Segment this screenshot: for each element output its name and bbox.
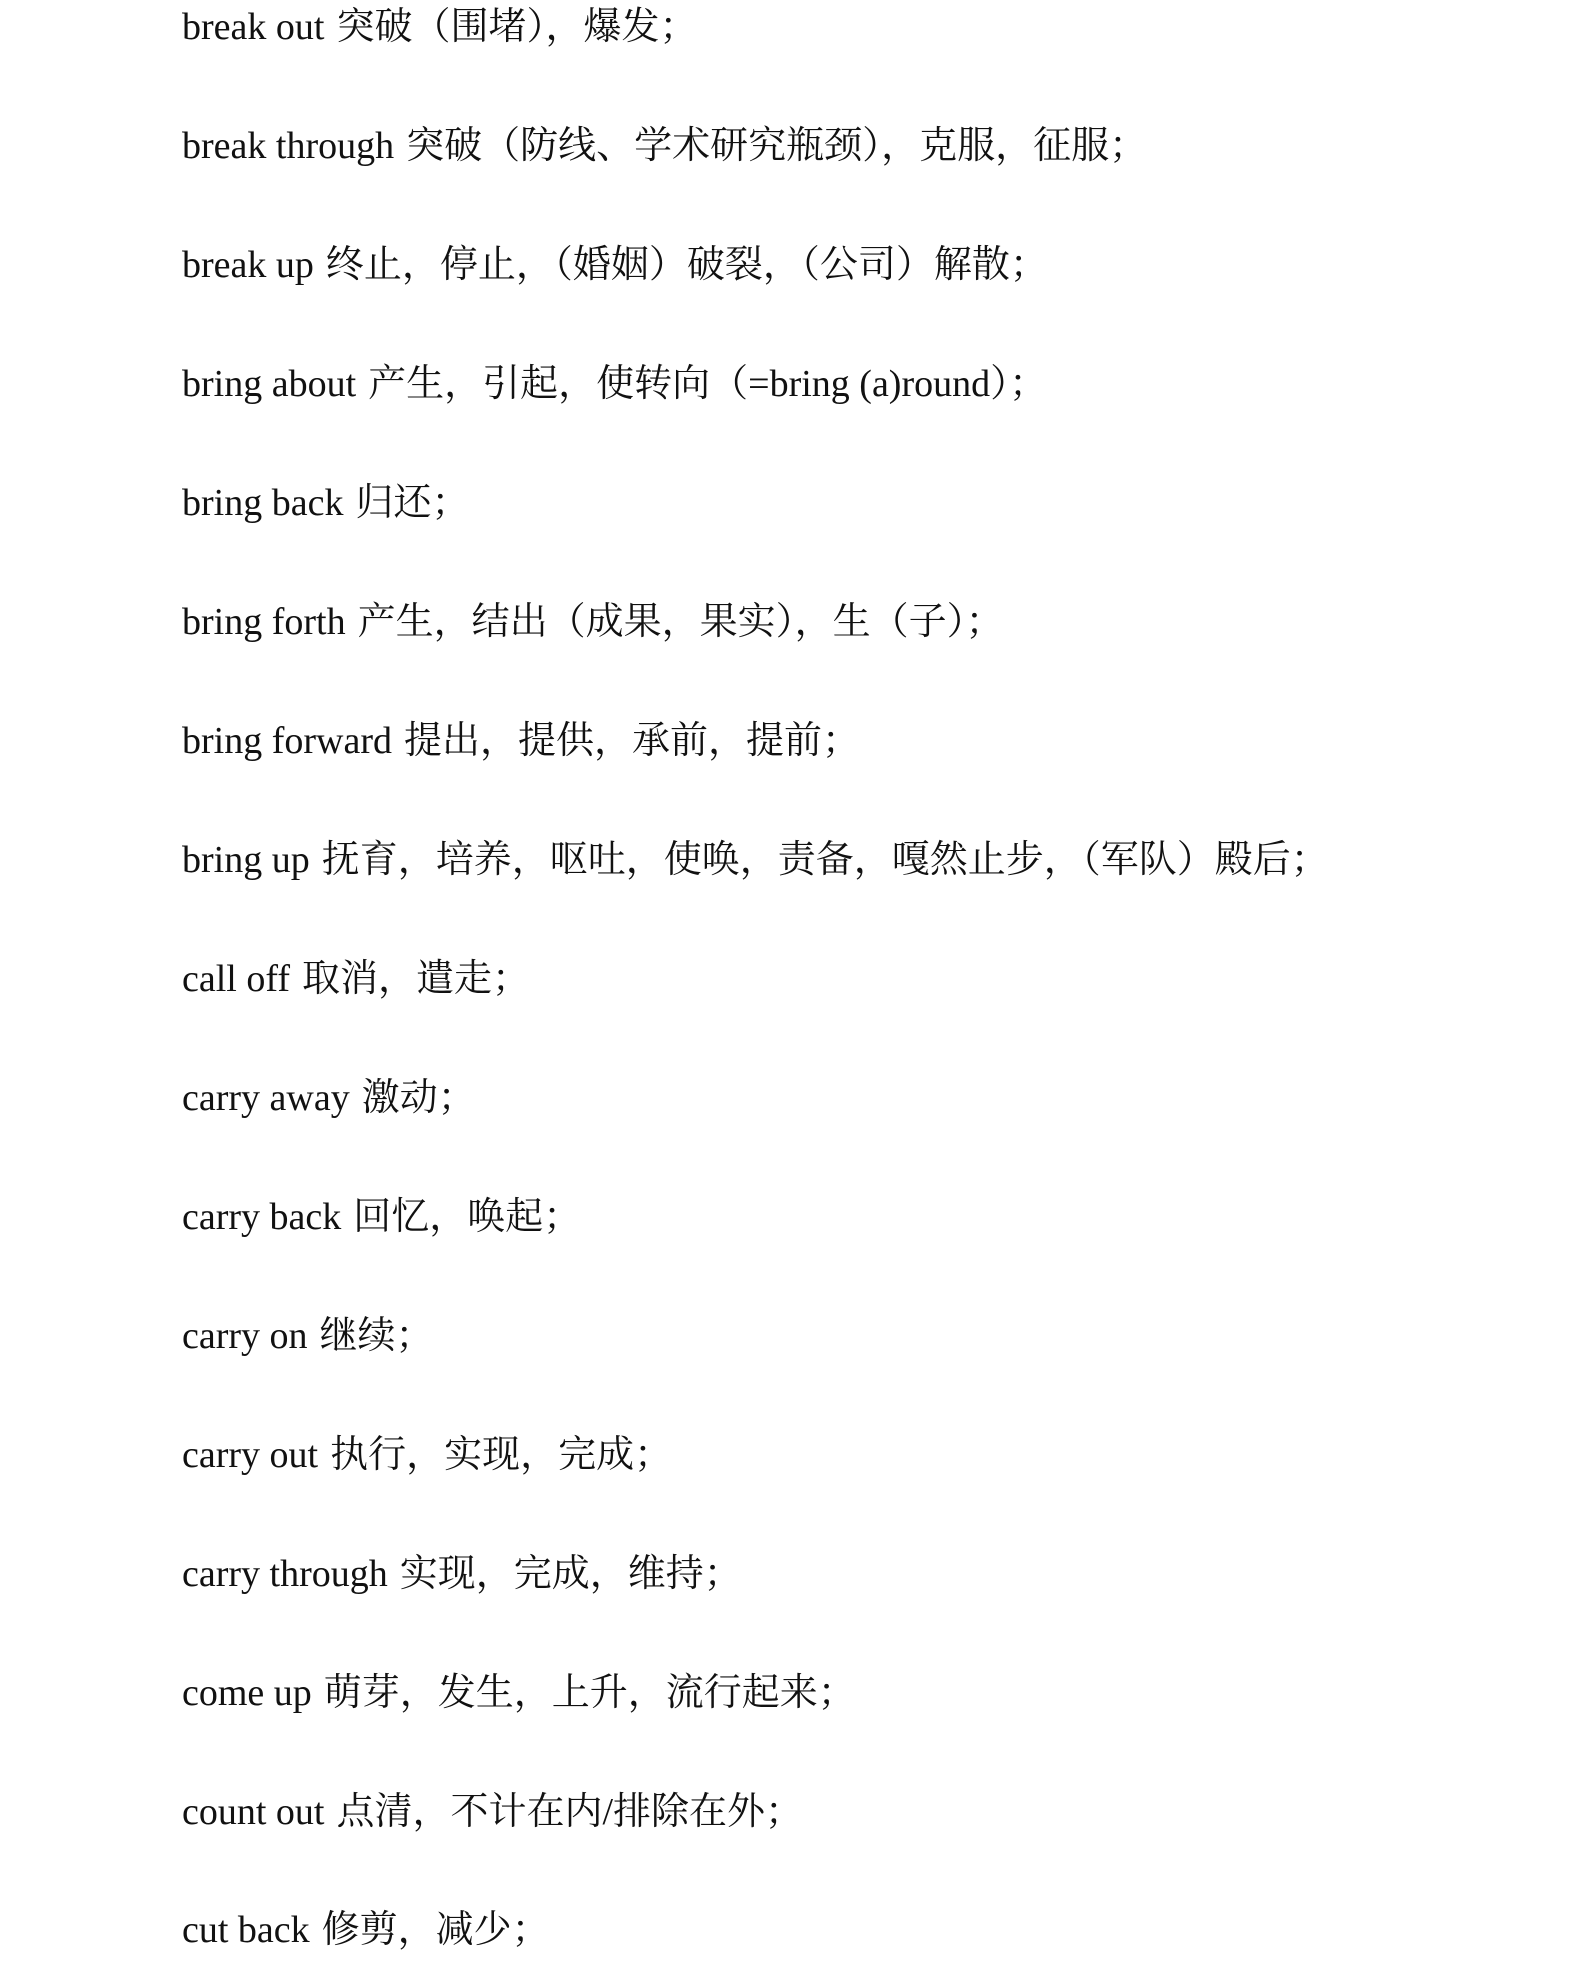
entry-bring-up (182, 830, 1329, 890)
entry-meaning: 取消，遣走； (301, 958, 530, 1000)
entry-phrase: break out (182, 6, 325, 48)
entry-meaning: 产生，引起，使转向（=bring (a)round）； (368, 363, 1048, 405)
entry-phrase: call off (182, 958, 290, 1000)
entry-meaning: 实现，完成，维持； (399, 1553, 742, 1595)
entry-phrase: cut back (182, 1909, 310, 1951)
entry-meaning: 产生，结出（成果，果实），生（子）； (357, 601, 1004, 643)
entry-carry-on (182, 1306, 434, 1366)
entry-bring-forth (182, 592, 1004, 652)
entry-meaning: 激动； (361, 1077, 476, 1119)
entry-bring-about (182, 354, 1047, 414)
entry-phrase: carry back (182, 1196, 342, 1238)
entry-phrase: bring back (182, 482, 344, 524)
entry-carry-away (182, 1068, 476, 1128)
entry-break-through (182, 116, 1147, 176)
entry-meaning: 终止，停止，（婚姻）破裂，（公司）解散； (325, 244, 1048, 286)
entry-phrase: carry on (182, 1315, 308, 1357)
entry-cut-back (182, 1900, 550, 1960)
entry-meaning: 修剪，减少； (321, 1909, 550, 1951)
entry-phrase: bring forward (182, 720, 392, 762)
entry-phrase: carry away (182, 1077, 350, 1119)
entry-carry-out (182, 1425, 672, 1485)
entry-phrase: bring about (182, 363, 357, 405)
entry-meaning: 继续； (319, 1315, 434, 1357)
entry-meaning: 抚育，培养，呕吐，使唤，责备，嘎然止步，（军队）殿后； (321, 839, 1329, 881)
entry-phrase: break through (182, 125, 395, 167)
entry-meaning: 执行，实现，完成； (330, 1434, 673, 1476)
entry-phrase: bring forth (182, 601, 346, 643)
entry-phrase: break up (182, 244, 314, 286)
entry-break-out (182, 0, 697, 57)
entry-meaning: 萌芽，发生，上升，流行起来； (323, 1672, 856, 1714)
entry-meaning: 点清，不计在内/排除在外； (336, 1791, 804, 1833)
entry-meaning: 回忆，唤起； (353, 1196, 582, 1238)
entry-carry-back (182, 1187, 581, 1247)
entry-phrase: carry out (182, 1434, 319, 1476)
entry-phrase: come up (182, 1672, 312, 1714)
entry-call-off (182, 949, 530, 1009)
entry-bring-forward (182, 711, 860, 771)
entry-meaning: 提出，提供，承前，提前； (403, 720, 860, 762)
entry-bring-back (182, 473, 469, 533)
entry-phrase: count out (182, 1791, 325, 1833)
entry-meaning: 突破（围堵），爆发； (336, 6, 698, 48)
entry-meaning: 归还； (355, 482, 470, 524)
entry-break-up (182, 235, 1048, 295)
entry-count-out (182, 1782, 803, 1842)
entry-come-up (182, 1663, 856, 1723)
entry-phrase: bring up (182, 839, 310, 881)
entry-phrase: carry through (182, 1553, 388, 1595)
entry-meaning: 突破（防线、学术研究瓶颈），克服，征服； (406, 125, 1148, 167)
entry-carry-through (182, 1544, 742, 1604)
